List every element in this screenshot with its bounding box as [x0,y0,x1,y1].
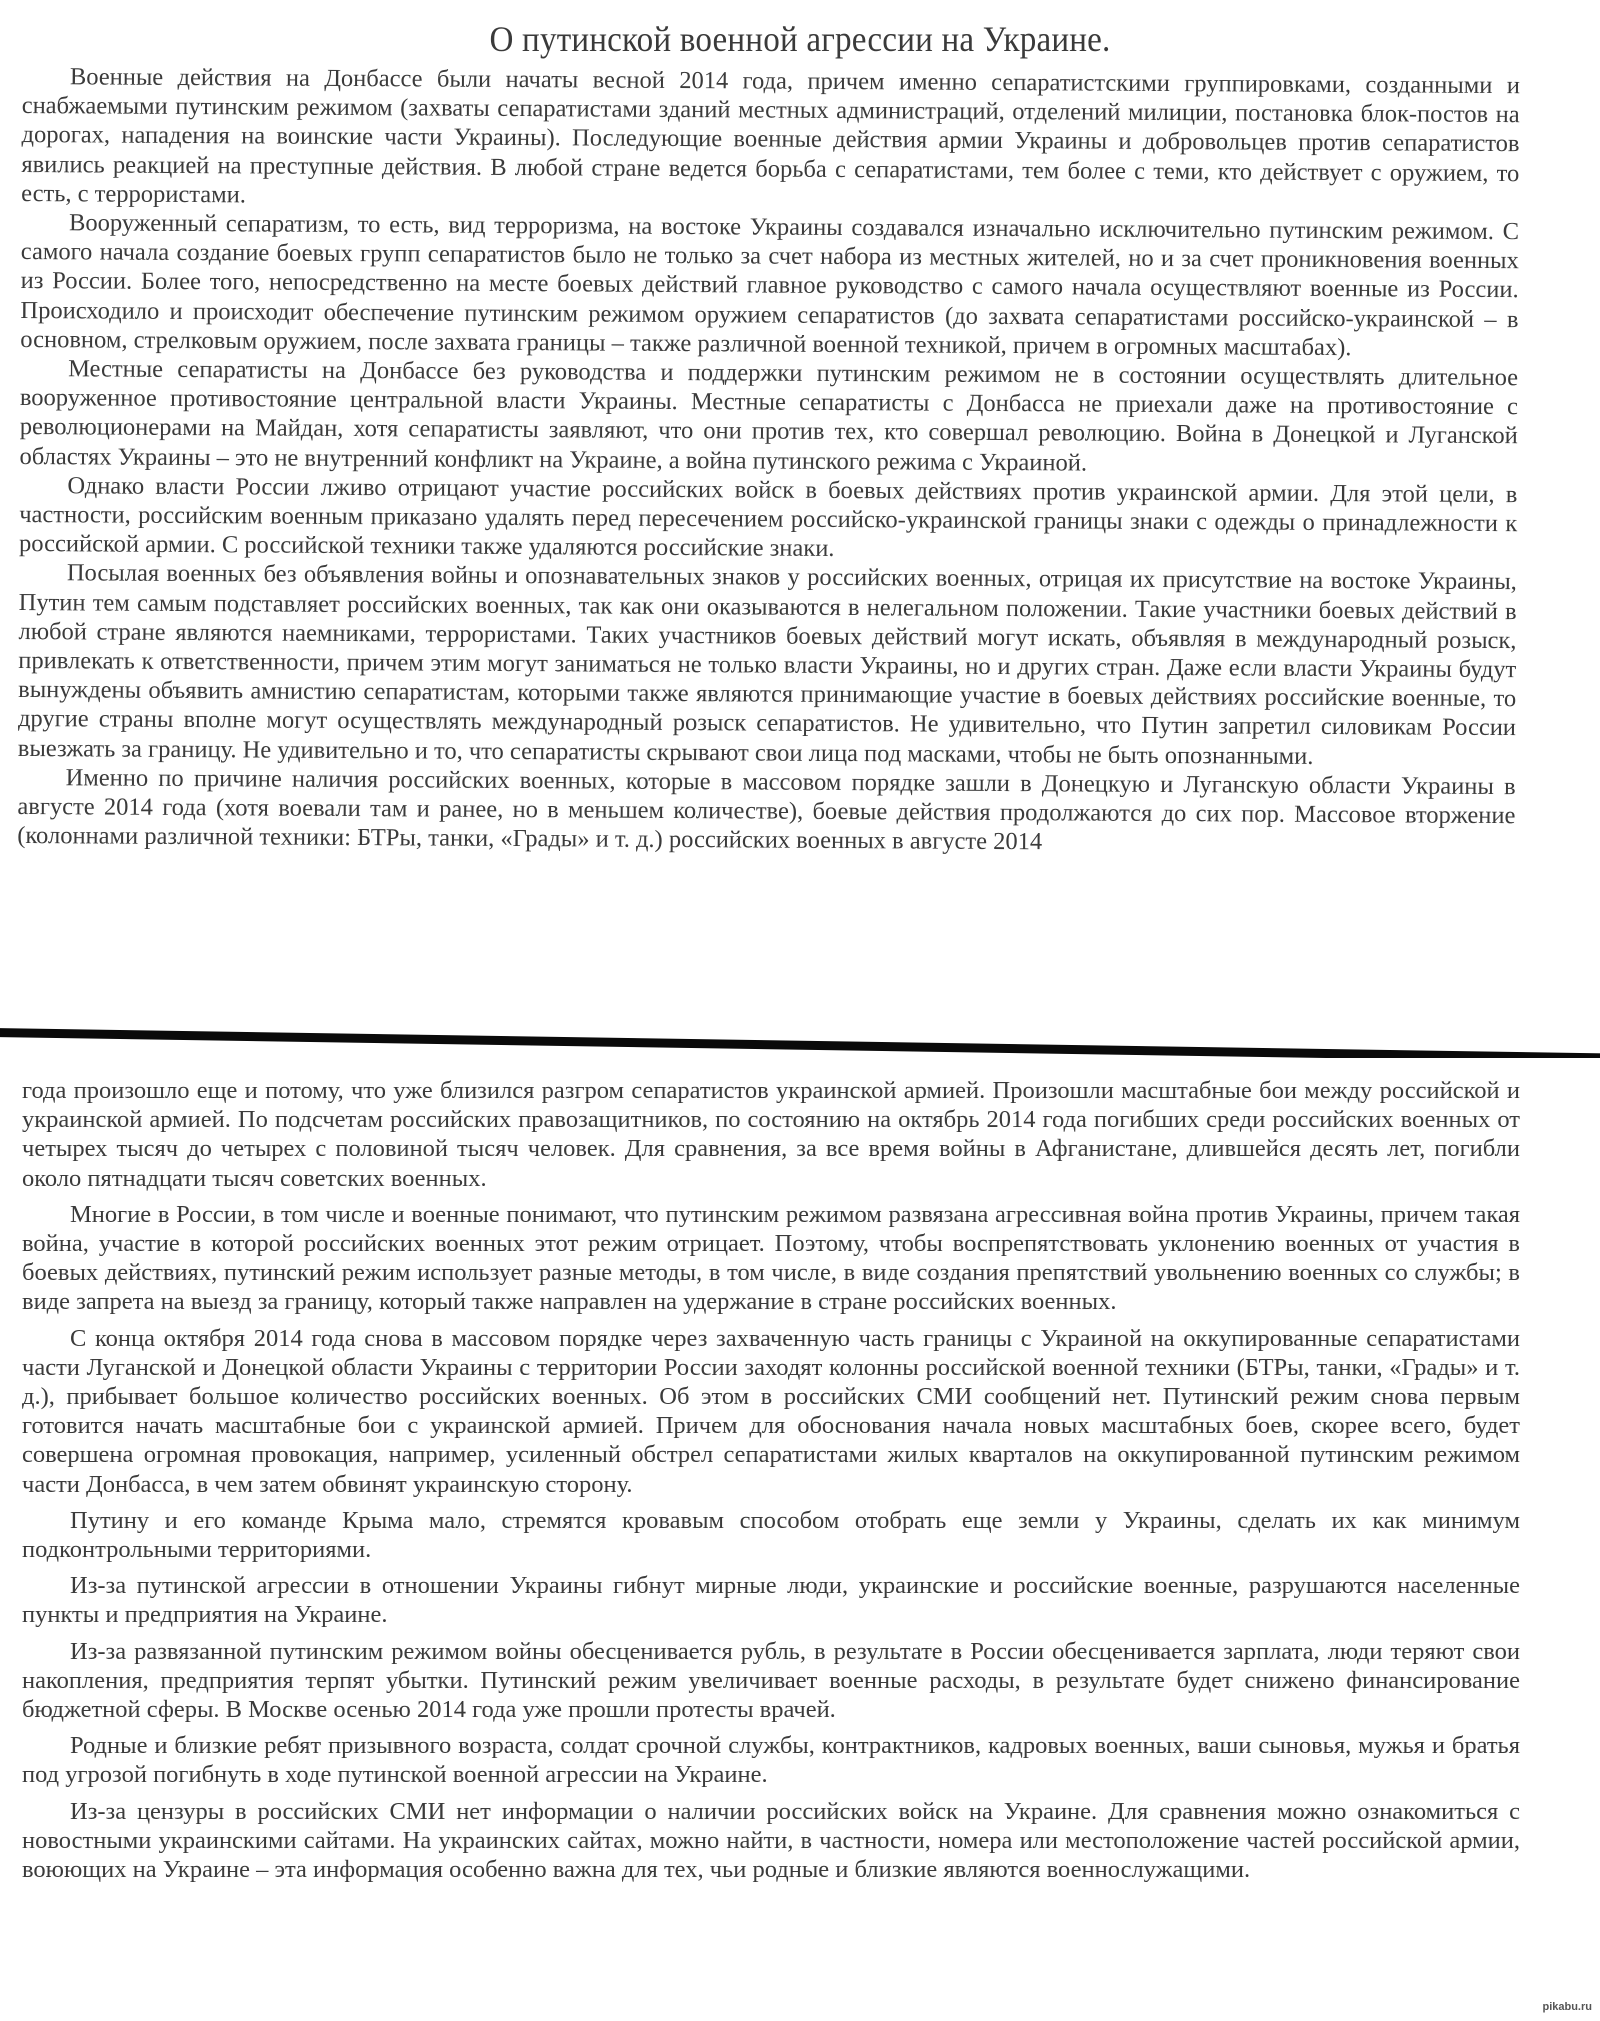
paragraph: Военные действия на Донбассе были начаты весной 2014 года, причем именно сепаратистскими группировками, созданными и снабжаемыми путинским режимом (захваты сепаратистами зданий местных администраций, отделений милиции, постановка блок-постов на дорогах, нападения на воинские части Украины). Последующие военные действия армии Украины и добровольцев против сепаратистов явились реакцией на преступные действия. В любой стране ведется борьба с сепаратистами, тем более с теми, кто действует с оружием, то есть, с террористами. [21,63,1520,209]
paragraph: Из-за развязанной путинским режимом войны обесценивается рубль, в результате в России обесценивается зарплата, люди теряют свои накопления, предприятия терпят убытки. Путинский режим увеличивает военные расходы, в результате будет снижено финансирование бюджетной сферы. В Москве осенью 2014 года уже прошли протесты врачей. [22,1637,1520,1724]
paragraph: Вооруженный сепаратизм, то есть, вид терроризма, на востоке Украины создавался изначально исключительно путинским режимом. С самого начала создание боевых групп сепаратистов было не только за счет набора из местных жителей, но и за счет проникновения военных из России. Более того, непосредственно на месте боевых действий главное руководство с самого начала осуществляют военные из России. Происходило и происходит обеспечение путинским режимом оружием сепаратистов (до захвата сепаратистами российско-украинской – в основном, стрелковым оружием, после захвата границы – также различной военной техникой, причем в огромных масштабах). [20,209,1520,361]
document-title: О путинской военной агрессии на Украине. [489,19,1111,59]
paragraph: Местные сепаратисты на Донбассе без руководства и поддержки путинским режимом не в состоянии осуществлять длительное вооруженное противостояние центральной власти Украины. Местные сепаратисты с Донбасса не приехали даже на противостояние с революционерами на Майдан, хотя сепаратисты заявляют, что они против тех, кто совершал революцию. Война в Донецкой и Луганской областях Украины – это не внутренний конфликт на Украине, а война путинского режима с Украиной. [19,355,1519,477]
paragraph: Именно по причине наличия российских военных, которые в массовом порядке зашли в Донецкую и Луганскую области Украины в августе 2014 года (хотя воевали там и ранее, но в меньшем количестве), боевые действия продолжаются до сих пор. Массовое вторжение (колоннами различной техники: БТРы, танки, «Грады» и т. д.) российских военных в августе 2014 [17,764,1516,856]
paragraph: года произошло еще и потому, что уже близился разгром сепаратистов украинской армией. Произошли масштабные бои между российской и украинской армией. По подсчетам российских правозащитников, по состоянию на октябрь 2014 года погибших среди российских военных от четырех тысяч до четырех с половиной тысяч человек. Для сравнения, за все время войны в Афганистане, длившейся десять лет, погибли около пятнадцати тысяч советских военных. [22,1077,1520,1192]
paragraph: С конца октября 2014 года снова в массовом порядке через захваченную часть границы с Украиной на оккупированные сепаратистами части Луганской и Донецкой области Украины с территории России заходят колонны российской военной техники (БТРы, танки, «Грады» и т. д.), прибывает большое количество российских военных. Об этом в российских СМИ сообщений нет. Путинский режим снова первым готовится начать масштабные бои с украинской армией. Причем для обоснования начала новых масштабных боев, скорее всего, будет совершена огромная провокация, например, усиленный обстрел сепаратистами жилых кварталов на оккупированной путинским режимом части Донбасса, в чем затем обвинят украинскую сторону. [22,1324,1520,1498]
paragraph: Из-за цензуры в российских СМИ нет информации о наличии российских войск на Украине. Для сравнения можно ознакомиться с новостными украинскими сайтами. На украинских сайтах, можно найти, в частности, номера или местоположение частей российской армии, воюющих на Украине – эта информация особенно важна для тех, чьи родные и близкие являются военнослужащими. [22,1797,1520,1884]
paragraph: Посылая военных без объявления войны и опознавательных знаков у российских военных, отрицая их присутствие на востоке Украины, Путин тем самым подставляет российских военных, так как они оказываются в нелегальном положении. Такие участники боевых действий в любой стране являются наемниками, террористами. Таких участников боевых действий могут искать, объявляя в международный розыск, привлекать к ответственности, причем этим могут заниматься не только власти Украины, но и других стран. Даже если власти Украины будут вынуждены объявить амнистию сепаратистам, которыми также являются принимающие участие в боевых действиях российские военные, то другие страны вполне могут осуществлять международный розыск сепаратистов. Не удивительно, что Путин запретил силовикам России выезжать за границу. Не удивительно и то, что сепаратисты скрывают свои лица под масками, чтобы не быть опознанными. [17,559,1517,770]
page-1-body [17,62,1520,860]
page-2-body [22,1076,1520,1891]
paragraph: Многие в России, в том числе и военные понимают, что путинским режимом развязана агрессивная война против Украины, причем такая война, участие в которой российских военных этот режим отрицает. Поэтому, чтобы воспрепятствовать уклонению военных от участия в боевых действиях, путинский режим использует разные методы, в том числе, в виде создания препятствий увольнению военных со службы; в виде запрета на выезд за границу, который также направлен на удержание в стране российских военных. [22,1200,1520,1316]
paragraph: Путину и его команде Крыма мало, стремятся кровавым способом отобрать еще земли у Украины, сделать их как минимум подконтрольными территориями. [22,1506,1520,1564]
paragraph: Из-за путинской агрессии в отношении Украины гибнут мирные люди, украинские и российские военные, разрушаются населенные пункты и предприятия на Украине. [22,1572,1520,1629]
scanned-page-2 [0,1058,1600,2021]
watermark: pikabu.ru [1542,2001,1592,2013]
paragraph: Родные и близкие ребят призывного возраста, солдат срочной службы, контрактников, кадровых военных, ваши сыновья, мужья и братья под угрозой погибнуть в ходе путинской военной агрессии на Украине. [22,1732,1520,1789]
paragraph: Однако власти России лживо отрицают участие российских войск в боевых действиях против украинской армии. Для этой цели, в частности, российским военным приказано удалять перед пересечением российско-украинской границы знаки с одежды о принадлежности к российской армии. С российской техники также удаляются российские знаки. [18,472,1518,563]
